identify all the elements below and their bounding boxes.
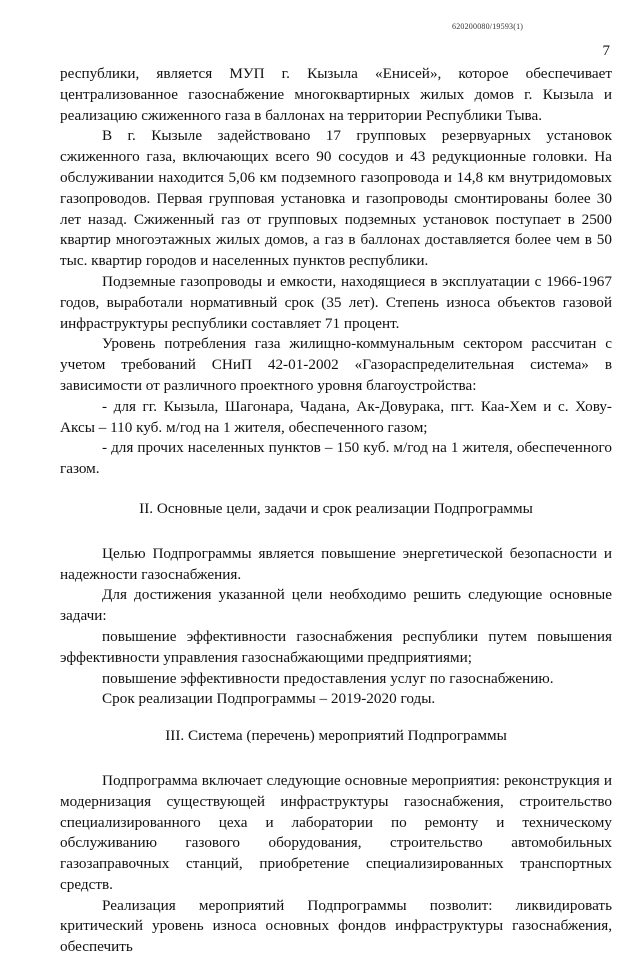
paragraph: Подпрограмма включает следующие основные мероприятия: реконструкция и модернизация существующей инфраструктуры газоснабжения, строительство специализированного цеха и лаборатории по ремонту и техническому обслуживанию газового оборудования, строительство автомобильных газозаправочных станций, приобретение специализированных транспортных средств. <box>60 771 612 893</box>
paragraph: Для достижения указанной цели необходимо решить следующие основные задачи: <box>60 586 612 625</box>
paragraph: Реализация мероприятий Подпрограммы позволит: ликвидировать критический уровень износа основных фондов инфраструктуры газоснабжения, обеспечить <box>60 896 612 956</box>
section-heading: II. Основные цели, задачи и срок реализации Подпрограммы <box>139 499 533 517</box>
page-number: 7 <box>602 43 610 59</box>
document-id: 620200080/19593(1) <box>452 22 524 31</box>
paragraph: республики, является МУП г. Кызыла «Енисей», которое обеспечивает централизованное газоснабжение многоквартирных жилых домов г. Кызыла и реализацию сжиженного газа в баллонах на территории Республики Тыва. <box>60 65 612 124</box>
list-item: - для гг. Кызыла, Шагонара, Чадана, Ак-Довурака, пгт. Каа-Хем и с. Хову-Аксы – 110 куб. м/год на 1 жителя, обеспеченного газом; <box>60 397 612 436</box>
paragraph: Срок реализации Подпрограммы – 2019-2020 годы. <box>102 690 436 708</box>
paragraph: Подземные газопроводы и емкости, находящиеся в эксплуатации с 1966-1967 годов, выработали нормативный срок (35 лет). Степень износа объектов газовой инфраструктуры республики составляет 71 процент. <box>60 272 612 332</box>
page-body <box>60 64 612 958</box>
paragraph: Целью Подпрограммы является повышение энергетической безопасности и надежности газоснабжения. <box>60 544 612 583</box>
section-heading: III. Система (перечень) мероприятий Подпрограммы <box>165 727 507 745</box>
list-item: повышение эффективности предоставления услуг по газоснабжению. <box>102 669 554 687</box>
list-item: повышение эффективности газоснабжения республики путем повышения эффективности управления газоснабжающими предприятиями; <box>60 627 612 666</box>
paragraph: Уровень потребления газа жилищно-коммунальным сектором рассчитан с учетом требований СНиП 42-01-2002 «Газораспределительная система» в зависимости от различного проектного уровня благоустройства: <box>60 335 612 394</box>
paragraph: В г. Кызыле задействовано 17 групповых резервуарных установок сжиженного газа, включающих всего 90 сосудов и 43 редукционные головки. На обслуживании находится 5,06 км подземного газопровода и 14,8 км внутридомовых газопроводов. Первая групповая установка и газопроводы смонтированы более 30 лет назад. Сжиженный газ от групповых подземных установок поступает в 2500 квартир многоэтажных жилых домов, а газ в баллонах доставляется более чем в 50 тыс. квартир городов и населенных пунктов республики. <box>60 127 612 270</box>
list-item: - для прочих населенных пунктов – 150 куб. м/год на 1 жителя, обеспеченного газом. <box>60 439 612 478</box>
